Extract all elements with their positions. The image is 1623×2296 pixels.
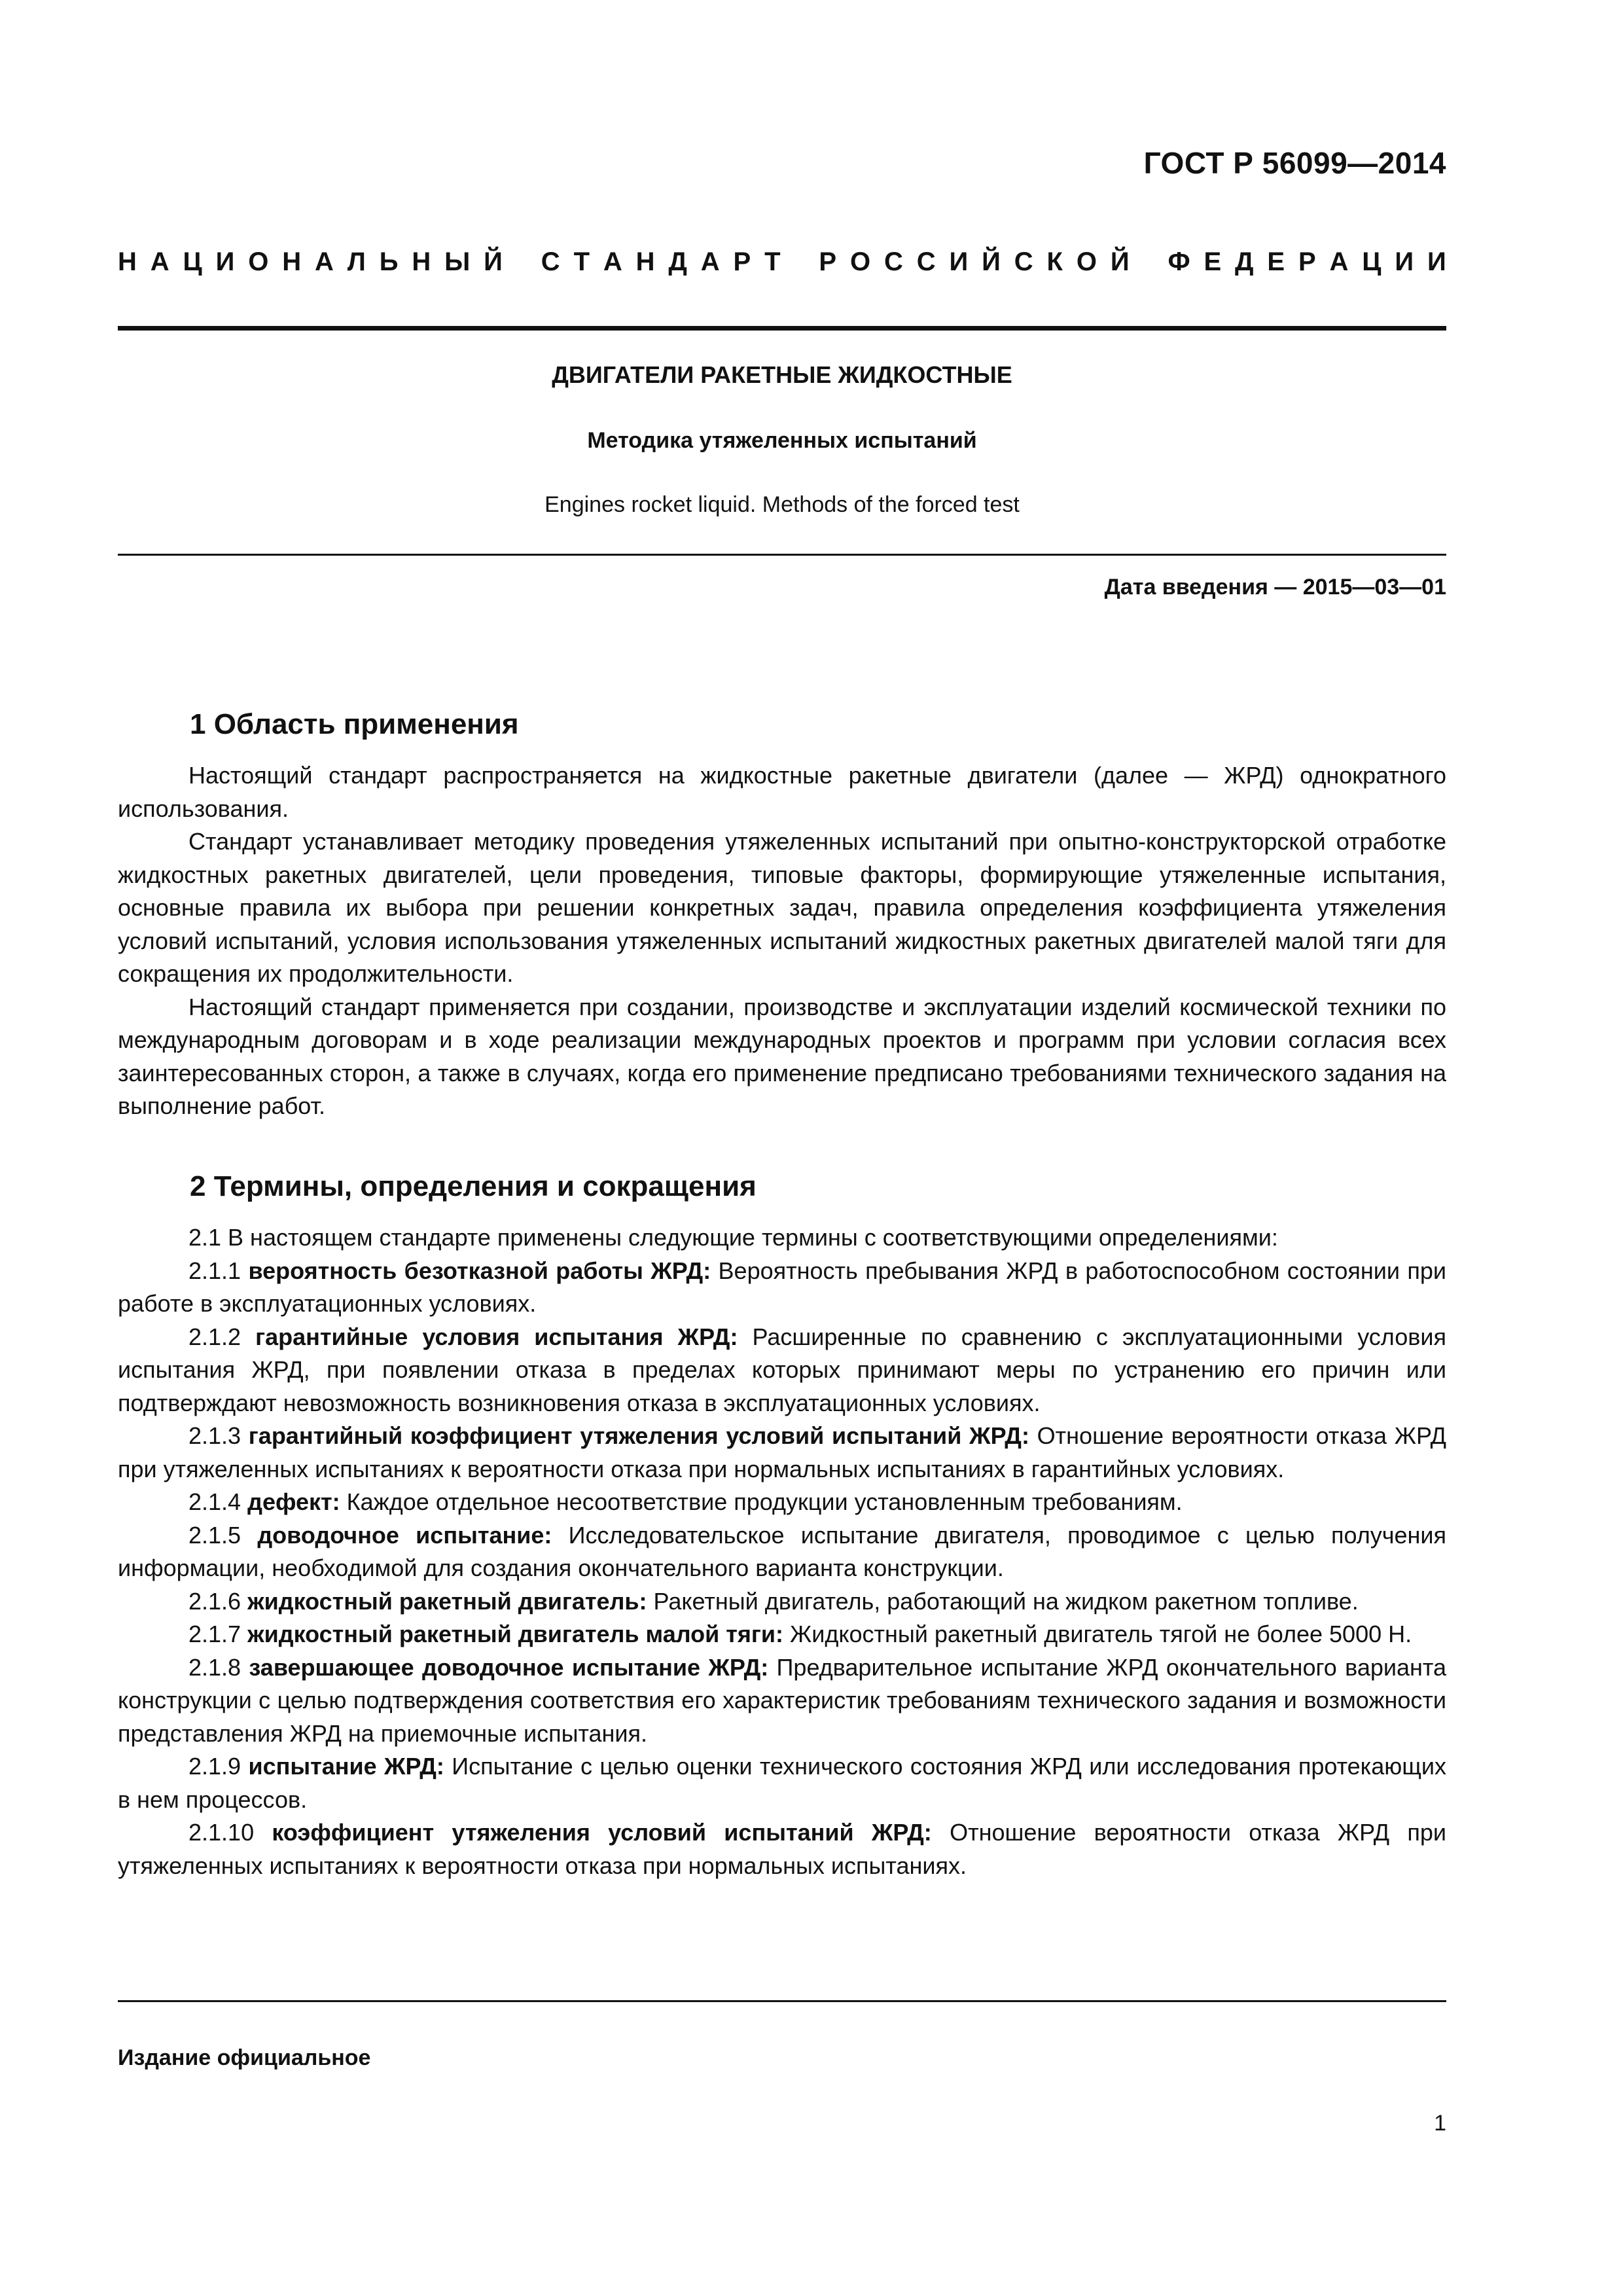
section-2-heading: 2 Термины, определения и сокращения [190, 1170, 757, 1202]
banner-letter: Ц [1362, 247, 1382, 276]
document-title: ДВИГАТЕЛИ РАКЕТНЫЕ ЖИДКОСТНЫЕ [552, 361, 1012, 388]
banner-letter: Е [1267, 247, 1285, 276]
term-number: 2.1.3 [188, 1422, 241, 1449]
term-definition [118, 1618, 1446, 1651]
term-name: завершающее доводочное испытание ЖРД: [249, 1653, 769, 1681]
banner-letter: С [541, 247, 560, 276]
term-number: 2.1.6 [188, 1587, 241, 1615]
banner-letter: Ь [379, 247, 399, 276]
banner-letter: Ф [1168, 247, 1190, 276]
term-number: 2.1.4 [188, 1488, 241, 1515]
banner-letter: Й [1110, 247, 1130, 276]
banner-letter: Н [118, 247, 137, 276]
banner-letter: Ц [183, 247, 202, 276]
term-definition [118, 1585, 1446, 1619]
section-1-body [118, 759, 1446, 1123]
term-number: 2.1.9 [188, 1753, 241, 1780]
term-number: 2.1.5 [188, 1521, 241, 1549]
banner-letter: Н [412, 247, 431, 276]
term-description: Расширенные по сравнению с эксплуатационными условия испытания ЖРД, при появлении отказа в пределах которых принимают меры по устранению его причин или подтверждают невозможность возникновения отказа в эксплуатационных условиях. [118, 1323, 1446, 1416]
term-number: 2.1.2 [188, 1323, 241, 1350]
term-name: жидкостный ракетный двигатель: [247, 1587, 647, 1615]
banner-letter: И [215, 247, 235, 276]
banner-letter: Н [282, 247, 302, 276]
paragraph: Настоящий стандарт распространяется на жидкостные ракетные двигатели (далее — ЖРД) однократного использования. [118, 762, 1446, 822]
banner-letter: Л [347, 247, 366, 276]
title-divider [118, 554, 1446, 556]
paragraph: Настоящий стандарт применяется при создании, производстве и эксплуатации изделий космической техники по международным договорам и в ходе реализации международных проектов и программ при условии согласия всех заинтересованных сторон, а также в случаях, когда его применение предписано требованиями технического задания на выполнение работ. [118, 993, 1446, 1119]
term-description: Жидкостный ракетный двигатель тягой не более 5000 Н. [790, 1621, 1412, 1647]
banner-letter [516, 247, 527, 277]
banner-letter: Т [764, 247, 781, 276]
banner-letter: Р [819, 247, 837, 276]
term-name: испытание ЖРД: [248, 1753, 444, 1780]
banner-letter: О [1076, 247, 1097, 276]
banner-letter: А [1329, 247, 1349, 276]
term-name: дефект: [247, 1488, 340, 1515]
banner-letter: С [916, 247, 936, 276]
banner-letter: А [603, 247, 622, 276]
page-number: 1 [1434, 2111, 1446, 2136]
term-description: Отношение вероятности отказа ЖРД при утяжеленных испытаниях к вероятности отказа при нормальных испытаниях в гарантийных условиях. [118, 1422, 1446, 1482]
term-number: 2.1.1 [188, 1257, 241, 1284]
document-page [118, 0, 1446, 2296]
term-description: Отношение вероятности отказа ЖРД при утяжеленных испытаниях к вероятности отказа при нормальных испытаниях. [118, 1819, 1446, 1879]
term-description: Ракетный двигатель, работающий на жидком ракетном топливе. [653, 1587, 1359, 1615]
banner-letter: А [700, 247, 720, 276]
banner-letter: С [883, 247, 903, 276]
document-code: ГОСТ Р 56099—2014 [1143, 146, 1446, 180]
term-number: 2.1.8 [188, 1653, 241, 1681]
banner-letter: Р [1298, 247, 1316, 276]
banner-letter: Т [573, 247, 590, 276]
term-name: гарантийный коэффициент утяжеления условий испытаний ЖРД: [248, 1422, 1029, 1449]
definitions-intro: 2.1 В настоящем стандарте применены следующие термины с соответствующими определениями: [188, 1224, 1278, 1251]
term-definition [118, 1486, 1446, 1519]
banner-letter: Н [635, 247, 655, 276]
banner-letter: Й [484, 247, 503, 276]
document-subtitle: Методика утяжеленных испытаний [587, 428, 977, 453]
section-2-body [118, 1221, 1446, 1882]
term-description: Каждое отдельное несоответствие продукции установленным требованиям. [346, 1488, 1183, 1515]
document-english-title: Engines rocket liquid. Methods of the forced test [544, 492, 1020, 517]
banner-letter [1143, 247, 1154, 277]
banner-letter [794, 247, 805, 277]
footer-divider [118, 2000, 1446, 2002]
header-divider [118, 326, 1446, 331]
banner-letter: И [1395, 247, 1414, 276]
banner-letter: Р [733, 247, 751, 276]
term-definition [118, 1255, 1446, 1321]
banner-letter: А [315, 247, 334, 276]
term-definition [118, 1651, 1446, 1751]
term-name: коэффициент утяжеления условий испытаний ЖРД: [272, 1819, 932, 1846]
banner-letter: И [949, 247, 969, 276]
banner-letter: И [1427, 247, 1446, 276]
term-definition [118, 1519, 1446, 1585]
banner-letter: Ы [444, 247, 471, 276]
banner-letter: Е [1204, 247, 1222, 276]
official-edition-note: Издание официальное [118, 2045, 371, 2070]
banner-letter: Й [982, 247, 1001, 276]
national-standard-banner [118, 247, 1446, 277]
banner-letter: О [849, 247, 871, 276]
term-name: доводочное испытание: [257, 1521, 552, 1549]
introduction-date: Дата введения — 2015—03—01 [1104, 575, 1446, 600]
term-definition [118, 1321, 1446, 1420]
section-1-heading: 1 Область применения [190, 708, 519, 740]
term-number: 2.1.10 [188, 1819, 255, 1846]
banner-letter: О [248, 247, 269, 276]
paragraph: Стандарт устанавливает методику проведения утяжеленных испытаний при опытно-конструкторской отработке жидкостных ракетных двигателей, цели проведения, типовые факторы, формирующие утяжеленные испытания, основные правила их выбора при решении конкретных задач, правила определения коэффициента утяжеления условий испытаний, условия использования утяжеленных испытаний жидкостных ракетных двигателей малой тяги для сокращения их продолжительности. [118, 828, 1446, 987]
term-number: 2.1.7 [188, 1621, 241, 1647]
term-description: Испытание с целью оценки технического состояния ЖРД или исследования протекающих в нем процессов. [118, 1753, 1446, 1813]
term-name: жидкостный ракетный двигатель малой тяги: [247, 1621, 783, 1647]
term-description: Предварительное испытание ЖРД окончательного варианта конструкции с целью подтверждения соответствия его характеристик требованиям технического задания и возможности представления ЖРД на приемочные испытания. [118, 1653, 1446, 1747]
term-description: Исследовательское испытание двигателя, проводимое с целью получения информации, необходимой для создания окончательного варианта конструкции. [118, 1521, 1446, 1581]
banner-letter: Д [668, 247, 687, 276]
banner-letter: А [150, 247, 169, 276]
term-definition [118, 1816, 1446, 1882]
banner-letter: Д [1235, 247, 1254, 276]
term-description: Вероятность пребывания ЖРД в работоспособном состоянии при работе в эксплуатационных условиях. [118, 1257, 1446, 1317]
banner-letter: С [1014, 247, 1033, 276]
banner-letter: К [1046, 247, 1063, 276]
term-name: гарантийные условия испытания ЖРД: [255, 1323, 738, 1350]
term-definition [118, 1750, 1446, 1816]
term-definition [118, 1420, 1446, 1486]
terms-list [118, 1255, 1446, 1883]
term-name: вероятность безотказной работы ЖРД: [248, 1257, 711, 1284]
